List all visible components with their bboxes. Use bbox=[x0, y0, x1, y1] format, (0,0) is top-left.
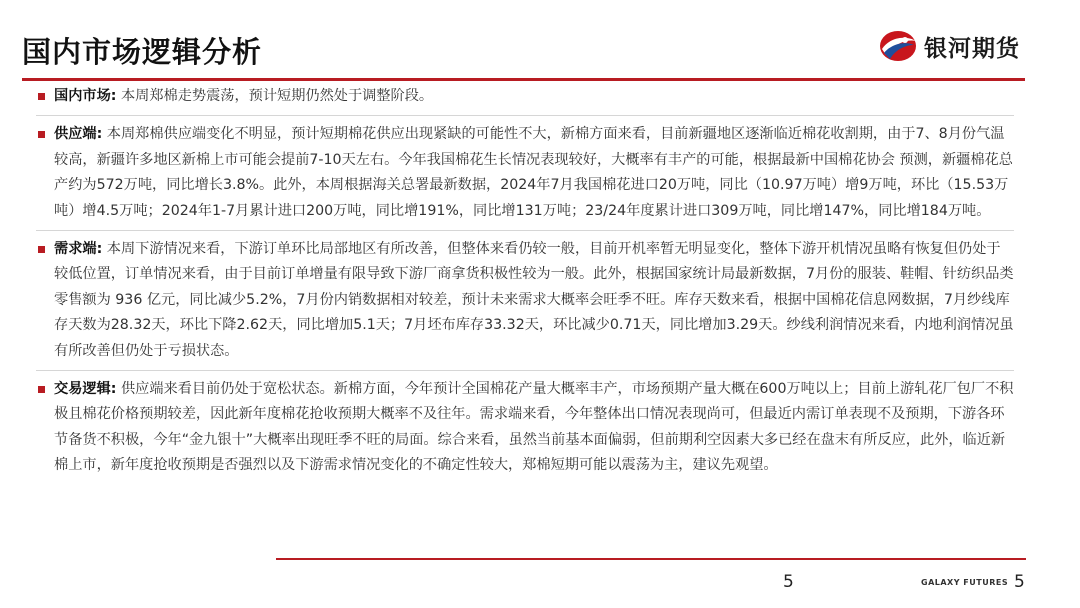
footer-page-number: 5 bbox=[1014, 572, 1025, 592]
header-rule bbox=[22, 78, 1025, 81]
divider bbox=[36, 370, 1014, 371]
section-lead: 国内市场 bbox=[54, 88, 111, 104]
section-trading-logic: 交易逻辑: 供应端来看目前仍处于宽松状态。新棉方面，今年预计全国棉花产量大概率丰产，市场预期产量大概在600万吨以上；目前上游轧花厂包厂不积极且棉花价格预期较差，因此新年度棉花抢收预期大概率不及往年。需求端来看，今年整体出口情况表现尚可，但最近内需订单表现不及预期，下游各环节备货不积极，今年“金九银十”大概率出现旺季不旺的局面。综合来看，虽然当前基本面偏弱，但前期利空因素大多已经在盘末有所反应，此外，临近新棉上市，新年度抢收预期是否强烈以及下游需求情况变化的不确定性较大，郑棉短期可能以震荡为主，建议先观望。 bbox=[36, 377, 1014, 479]
section-lead: 交易逻辑 bbox=[54, 381, 111, 398]
page-title: 国内市场逻辑分析 bbox=[22, 35, 263, 69]
square-bullet-icon bbox=[38, 93, 45, 100]
section-supply: 供应端: 本周郑棉供应端变化不明显，预计短期棉花供应出现紧缺的可能性不大，新棉方面来看，目前新疆地区逐渐临近棉花收割期，由于7、8月份气温较高，新疆许多地区新棉上市可能会提前7-10天左右。今年我国棉花生长情况表现较好，大概率有丰产的可能，根据最新中国棉花协会 预测，新疆棉花总产约为572万吨，同比增长3.8%。此外，本周根据海关总署最新数据，2024年7月我国棉花进口20万吨，同比（10.97万吨）增9万吨，环比（15.53万吨）增4.5万吨；2024年1-7月累计进口200万吨，同比增191%，同比增131万吨；23/24年度累计进口309万吨，同比增147%，同比增184万吨。 bbox=[36, 122, 1014, 224]
square-bullet-icon bbox=[38, 131, 45, 138]
divider bbox=[36, 115, 1014, 116]
section-text: 本周郑棉供应端变化不明显，预计短期棉花供应出现紧缺的可能性不大，新棉方面来看，目前新疆地区逐渐临近棉花收割期，由于7、8月份气温较高，新疆许多地区新棉上市可能会提前7-10天左右。今年我国棉花生长情况表现较好，大概率有丰产的可能，根据最新中国棉花协会 预测，新疆棉花总产约为572万吨，同比增长3.8%。此外，本周根据海关总署最新数据，2024年7月我国棉花进口20万吨，同比（10.97万吨）增9万吨，环比（15.53万吨）增4.5万吨；2024年1-7月累计进口200万吨，同比增191%，同比增131万吨；23/24年度累计进口309万吨，同比增147%，同比增184万吨。 bbox=[54, 126, 1013, 219]
section-domestic-market: 国内市场: 本周郑棉走势震荡，预计短期仍然处于调整阶段。 bbox=[36, 84, 1014, 109]
logo-text: 银河期货 bbox=[924, 35, 1020, 62]
section-text: 本周下游情况来看，下游订单环比局部地区有所改善，但整体来看仍较一般，目前开机率暂无明显变化，整体下游开机情况虽略有恢复但仍处于较低位置，订单情况来看，由于目前订单增量有限导致下游厂商拿货积极性较为一般。此外，根据国家统计局最新数据，7月份的服装、鞋帽、针纺织品类零售额为 936 亿元，同比减少5.2%，7月份内销数据相对较差，预计未来需求大概率会旺季不旺。库存天数来看，根据中国棉花信息网数据，7月纱线库存天数为28.32天，环比下降2.62天，同比增加5.1天；7月坯布库存33.32天，环比减少0.71天，同比增加3.29天。纱线利润情况来看，内地利润情况虽有所改善但仍处于亏损状态。 bbox=[54, 241, 1014, 359]
section-lead: 需求端 bbox=[54, 241, 97, 258]
content-area bbox=[36, 84, 1014, 479]
footer-rule bbox=[276, 558, 1026, 560]
page-number: 5 bbox=[783, 572, 794, 592]
galaxy-logo-icon bbox=[878, 29, 918, 63]
section-text: 供应端来看目前仍处于宽松状态。新棉方面，今年预计全国棉花产量大概率丰产，市场预期产量大概在600万吨以上；目前上游轧花厂包厂不积极且棉花价格预期较差，因此新年度棉花抢收预期大概率不及往年。需求端来看，今年整体出口情况表现尚可，但最近内需订单表现不及预期，下游各环节备货不积极，今年“金九银十”大概率出现旺季不旺的局面。综合来看，虽然当前基本面偏弱，但前期利空因素大多已经在盘末有所反应，此外，临近新棉上市，新年度抢收预期是否强烈以及下游需求情况变化的不确定性较大，郑棉短期可能以震荡为主，建议先观望。 bbox=[54, 381, 1014, 474]
square-bullet-icon bbox=[38, 386, 45, 393]
section-lead: 供应端 bbox=[54, 126, 97, 143]
divider bbox=[36, 230, 1014, 231]
company-logo bbox=[878, 26, 1020, 66]
footer-brand: GALAXY FUTURES bbox=[921, 578, 1009, 587]
square-bullet-icon bbox=[38, 246, 45, 253]
section-demand: 需求端: 本周下游情况来看，下游订单环比局部地区有所改善，但整体来看仍较一般，目前开机率暂无明显变化，整体下游开机情况虽略有恢复但仍处于较低位置，订单情况来看，由于目前订单增量有限导致下游厂商拿货积极性较为一般。此外，根据国家统计局最新数据，7月份的服装、鞋帽、针纺织品类零售额为 936 亿元，同比减少5.2%，7月份内销数据相对较差，预计未来需求大概率会旺季不旺。库存天数来看，根据中国棉花信息网数据，7月纱线库存天数为28.32天，环比下降2.62天，同比增加5.1天；7月坯布库存33.32天，环比减少0.71天，同比增加3.29天。纱线利润情况来看，内地利润情况虽有所改善但仍处于亏损状态。 bbox=[36, 237, 1014, 364]
section-text: 本周郑棉走势震荡，预计短期仍然处于调整阶段。 bbox=[120, 88, 434, 104]
